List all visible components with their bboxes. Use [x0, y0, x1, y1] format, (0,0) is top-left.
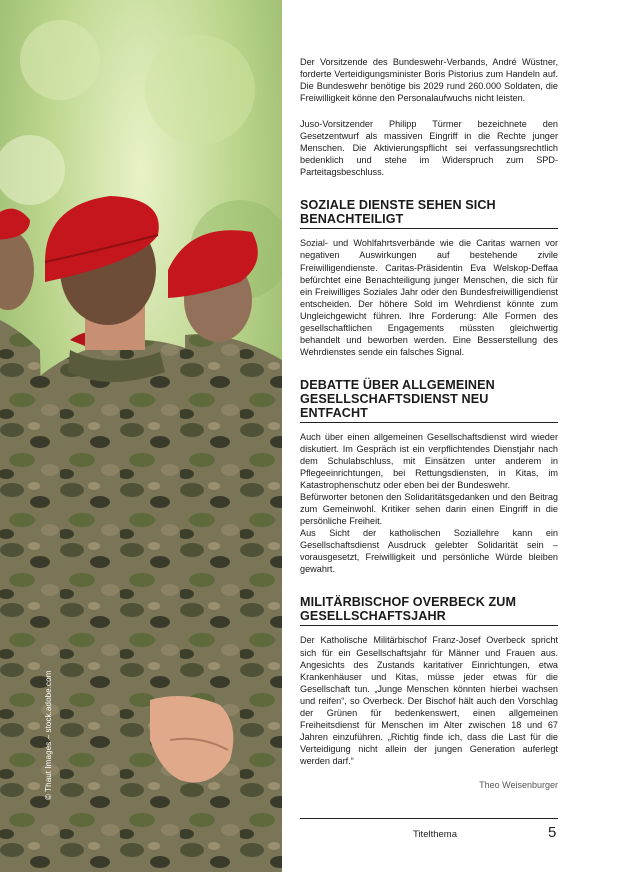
intro-paragraph-1: Der Vorsitzende des Bundeswehr-Verbands, André Wüstner, forderte Verteidigungsminister Boris Pistorius zum Handeln auf. Die Bundeswehr benötige bis 2029 rund 260.000 Soldaten, die Freiwilligkeit könne den Personalaufwuchs nicht leisten. [300, 57, 558, 104]
author-name: Theo Weisenburger [479, 779, 558, 790]
section-text-gesellschaftsdienst-3: Aus Sicht der katholischen Soziallehre kann ein Gesellschaftsdienst Ausdruck gelebter Solidarität sein – vorausgesetzt, Freiwilligkeit und persönliche Würde bleiben gewahrt. [300, 528, 558, 575]
intro-paragraph-2: Juso-Vorsitzender Philipp Türmer bezeichnete den Gesetzentwurf als massiven Eingriff in die Rechte junger Menschen. Die Aktivierungspflicht sei verfassungsrechtlich bedenklich und stehe im Widerspruch zum SPD-Parteitagsbeschluss. [300, 119, 558, 178]
article-column [300, 56, 558, 790]
soldiers-photo [0, 0, 282, 872]
section-text-soziale-dienste: Sozial- und Wohlfahrtsverbände wie die Caritas warnen vor negativen Auswirkungen auf bestehende zivile Freiwilligendienste. Caritas-Präsidentin Eva Welskop-Deffaa befürchtet eine Benachteiligung junger Menschen, die sich für ein Freiwilliges Soziales Jahr oder den Bundesfreiwilligendienst entscheiden. Der höhere Sold im Wehrdienst könnte zum Ungleichgewicht führen. Ihre Forderung: Alle Formen des gesellschaftlichen Engagements müssten gleichwertig behandelt und beworben werden. Eine Besserstellung des Wehrdienstes sende ein falsches Signal. [300, 238, 558, 357]
section-heading-gesellschaftsdienst: DEBATTE ÜBER ALLGEMEINEN GESELLSCHAFTSDIENST NEU ENTFACHT [300, 378, 558, 423]
section-text-gesellschaftsdienst-1: Auch über einen allgemeinen Gesellschaftsdienst wird wieder diskutiert. Im Gespräch ist ein verpflichtendes Dienstjahr nach dem Schulabschluss, mit Einsätzen unter anderem in Pflegeeinrichtungen, bei Rettungsdiensten, in Kitas, im Katastrophenschutz oder eben bei der Bundeswehr. [300, 431, 558, 491]
photo-illustration [0, 0, 282, 872]
footer-section-label: Titelthema [413, 829, 457, 840]
section-heading-soziale-dienste: SOZIALE DIENSTE SEHEN SICH BENACHTEILIGT [300, 198, 558, 229]
section-heading-militaerbischof: MILITÄRBISCHOF OVERBECK ZUM GESELLSCHAFTSJAHR [300, 595, 558, 626]
footer-divider [300, 818, 558, 819]
section-text-militaerbischof: Der Katholische Militärbischof Franz-Josef Overbeck spricht sich für ein Gesellschaftsjahr für Männer und Frauen aus. Angesichts des Zustands karitativer Einrichtungen, etwa Krankenhäuser und Kitas, müsse jeder etwas für die Gesellschaft tun. „Junge Menschen könnten hierbei wachsen und reifen“, so Overbeck. Der Bischof hält auch den Vorschlag der Grünen für bedenkenswert, einen allgemeinen Freiheitsdienst für Menschen im Alter zwischen 18 und 67 Jahren einzuführen. „Richtig finde ich, dass die Last für die Verteidigung nicht allein der jungen Generation auferlegt werden darf.“ [300, 635, 558, 766]
page-number: 5 [548, 824, 557, 841]
section-text-gesellschaftsdienst-2: Befürworter betonen den Solidaritätsgedanken und den Beitrag zum Gemeinwohl. Kritiker sehen darin einen Eingriff in die persönliche Freiheit. [300, 492, 558, 527]
photo-credit: © Thaut Images – stock.adobe.com [44, 670, 53, 800]
